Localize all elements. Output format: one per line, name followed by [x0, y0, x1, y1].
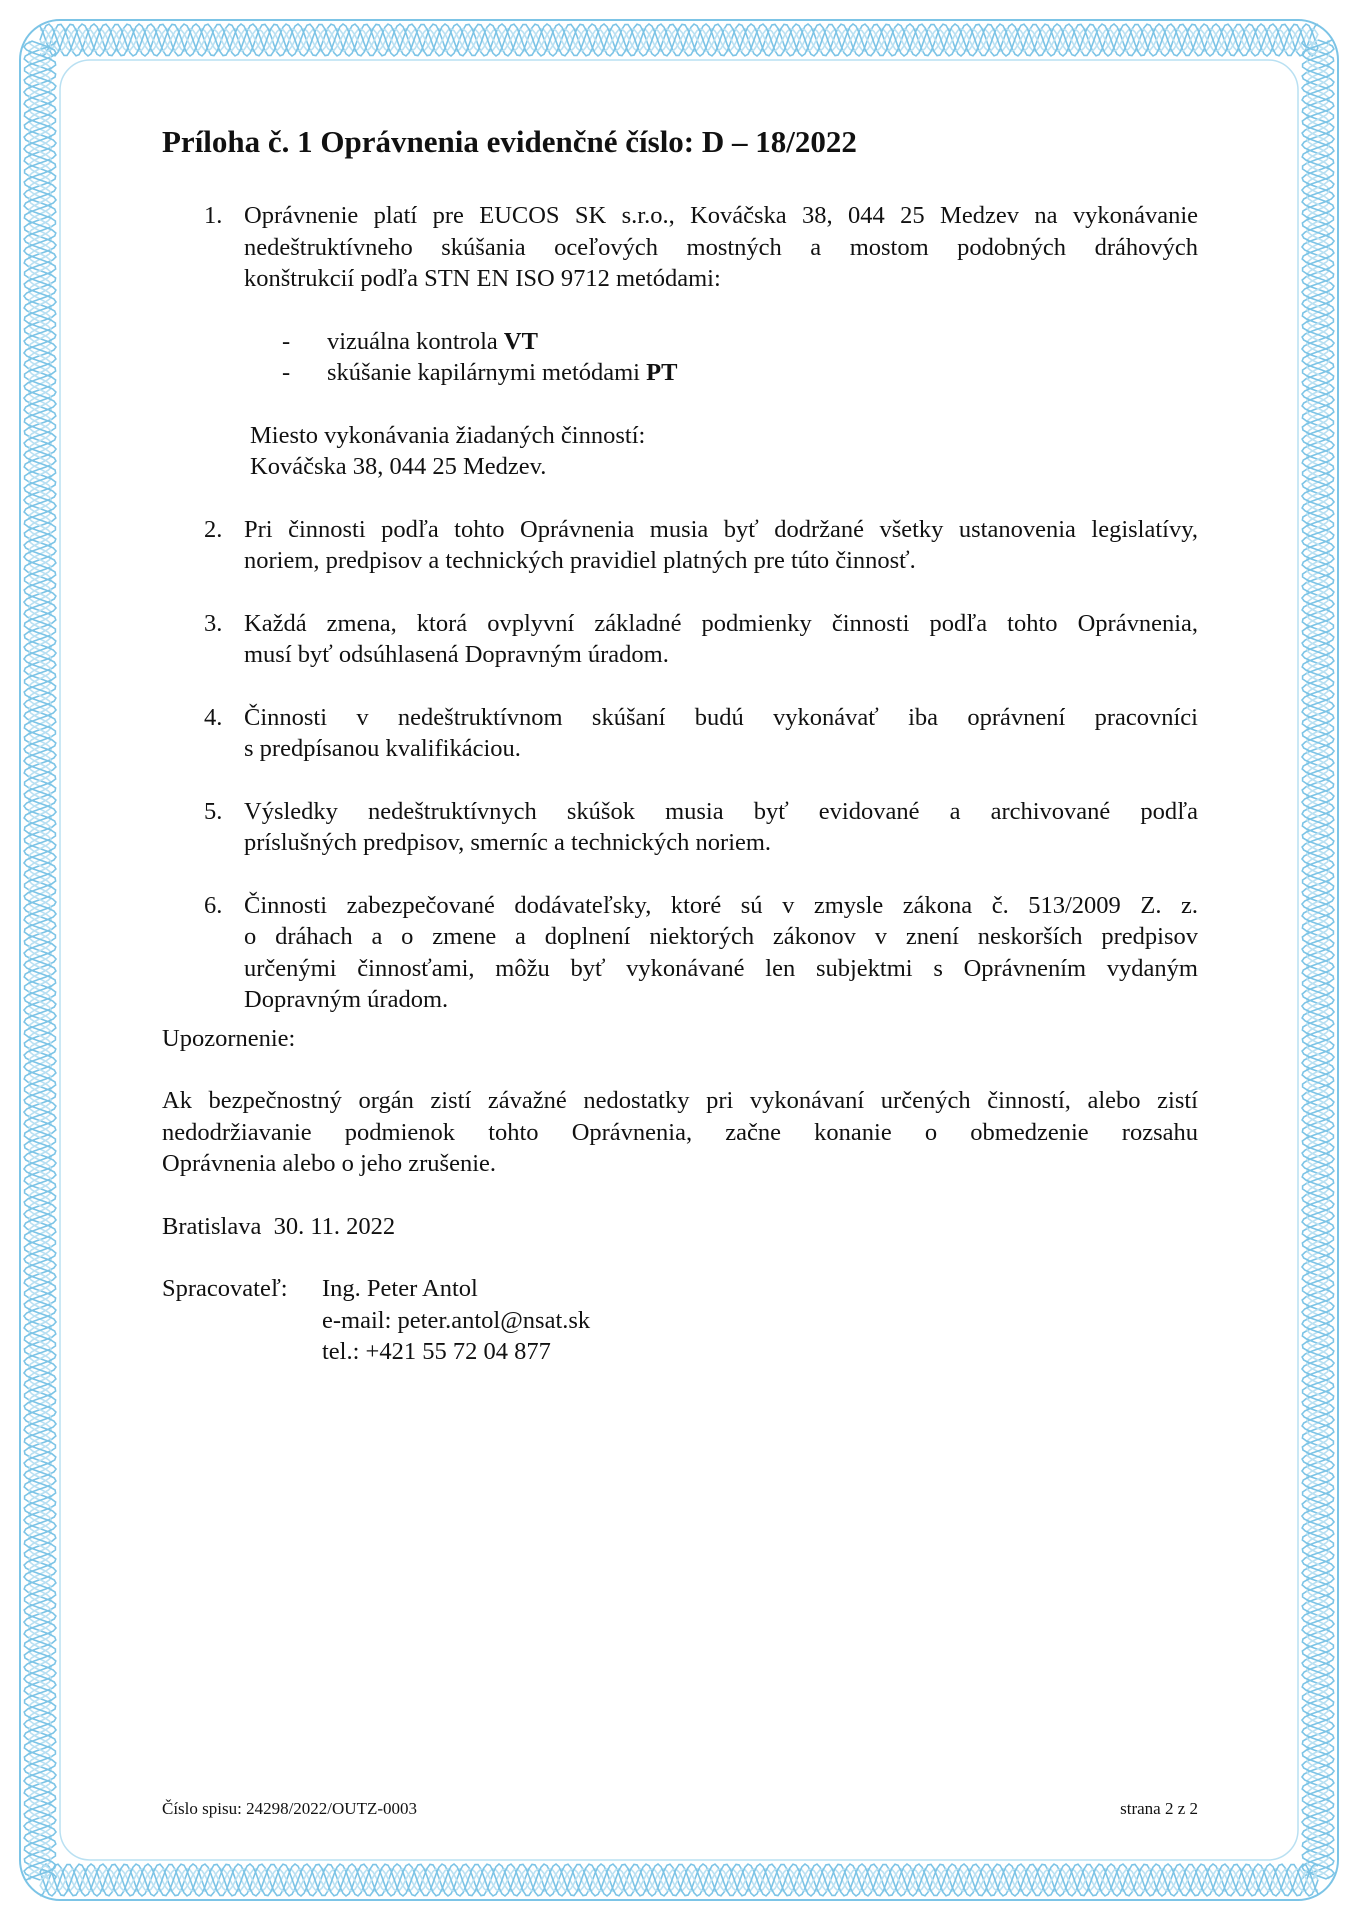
item-line: Výsledky nedeštruktívnych skúšok musia byť evidované a archivované podľa [244, 797, 1198, 825]
item-line: Oprávnenie platí pre EUCOS SK s.r.o., Kováčska 38, 044 25 Medzev na vykonávanie [244, 202, 1198, 229]
page-number: strana 2 z 2 [1120, 1799, 1198, 1818]
method-item-pt [282, 357, 1198, 389]
warning-line: Ak bezpečnostný orgán zistí závažné nedostatky pri vykonávaní určených činností, alebo zistí [162, 1087, 1198, 1114]
method-text: vizuálna kontrola [327, 327, 504, 355]
document-title: Príloha č. 1 Oprávnenia evidenčné číslo: D – 18/2022 [162, 124, 857, 159]
warning-line: nedodržiavanie podmienok tohto Oprávnenia, začne konanie o obmedzenie rozsahu [162, 1118, 1198, 1146]
method-list [162, 326, 1198, 389]
processor-block [162, 1273, 1198, 1368]
item-line: Každá zmena, ktorá ovplyvní základné podmienky činnosti podľa tohto Oprávnenia, [244, 609, 1198, 637]
dash-bullet: - [282, 327, 291, 355]
list-item-3 [162, 608, 1198, 671]
item-line: noriem, predpisov a technických pravidiel platných pre túto činnosť. [244, 547, 916, 574]
list-item-5 [162, 796, 1198, 859]
item-number: 6. [204, 891, 223, 919]
method-item-vt [282, 326, 1198, 358]
workplace-address: Kováčska 38, 044 25 Medzev. [250, 453, 547, 480]
list-item-2 [162, 514, 1198, 577]
item-line: musí byť odsúhlasená Dopravným úradom. [244, 641, 669, 668]
dash-bullet: - [282, 359, 291, 386]
warning-heading: Upozornenie: [162, 1024, 296, 1052]
item-line: nedeštruktívneho skúšania oceľových mostných a mostom podobných dráhových [244, 233, 1198, 261]
item-line: Dopravným úradom. [244, 986, 449, 1013]
item-line: Pri činnosti podľa tohto Oprávnenia musia byť dodržané všetky ustanovenia legislatívy, [244, 515, 1198, 543]
item-line: Činnosti v nedeštruktívnom skúšaní budú vykonávať iba oprávnení pracovníci [244, 703, 1198, 731]
item-line: s predpísanou kvalifikáciou. [244, 735, 521, 762]
workplace-label: Miesto vykonávania žiadaných činností: [250, 421, 646, 449]
processor-name: Ing. Peter Antol [322, 1275, 478, 1302]
file-number: Číslo spisu: 24298/2022/OUTZ-0003 [162, 1799, 418, 1818]
item-number: 1. [204, 202, 223, 229]
list-item-6 [162, 890, 1198, 1016]
method-text: skúšanie kapilárnymi metódami [327, 359, 647, 386]
item-number: 2. [204, 515, 223, 543]
processor-label: Spracovateľ: [162, 1275, 288, 1302]
method-code: VT [503, 327, 538, 355]
method-code: PT [646, 359, 678, 386]
item-number: 5. [204, 797, 223, 825]
place-date: Bratislava 30. 11. 2022 [162, 1212, 396, 1240]
item-number: 3. [204, 609, 223, 637]
warning-line: Oprávnenia alebo o jeho zrušenie. [162, 1150, 497, 1177]
item-line: určenými činnosťami, môžu byť vykonávané len subjektmi s Oprávnením vydaným [244, 954, 1198, 982]
item-line: Činnosti zabezpečované dodávateľsky, ktoré sú v zmysle zákona č. 513/2009 Z. z. [244, 891, 1198, 919]
list-item-1 [162, 200, 1198, 295]
item-line: konštrukcií podľa STN EN ISO 9712 metódami: [244, 265, 721, 292]
document-page [162, 120, 1198, 1820]
document-body [162, 200, 1198, 1368]
processor-email[interactable]: e-mail: peter.antol@nsat.sk [322, 1306, 591, 1334]
item-line: o dráhach a o zmene a doplnení niektorých zákonov v znení neskorších predpisov [244, 923, 1198, 950]
processor-phone: tel.: +421 55 72 04 877 [322, 1338, 551, 1365]
list-item-4 [162, 702, 1198, 765]
item-number: 4. [204, 703, 223, 731]
item-line: príslušných predpisov, smerníc a technických noriem. [244, 829, 772, 856]
